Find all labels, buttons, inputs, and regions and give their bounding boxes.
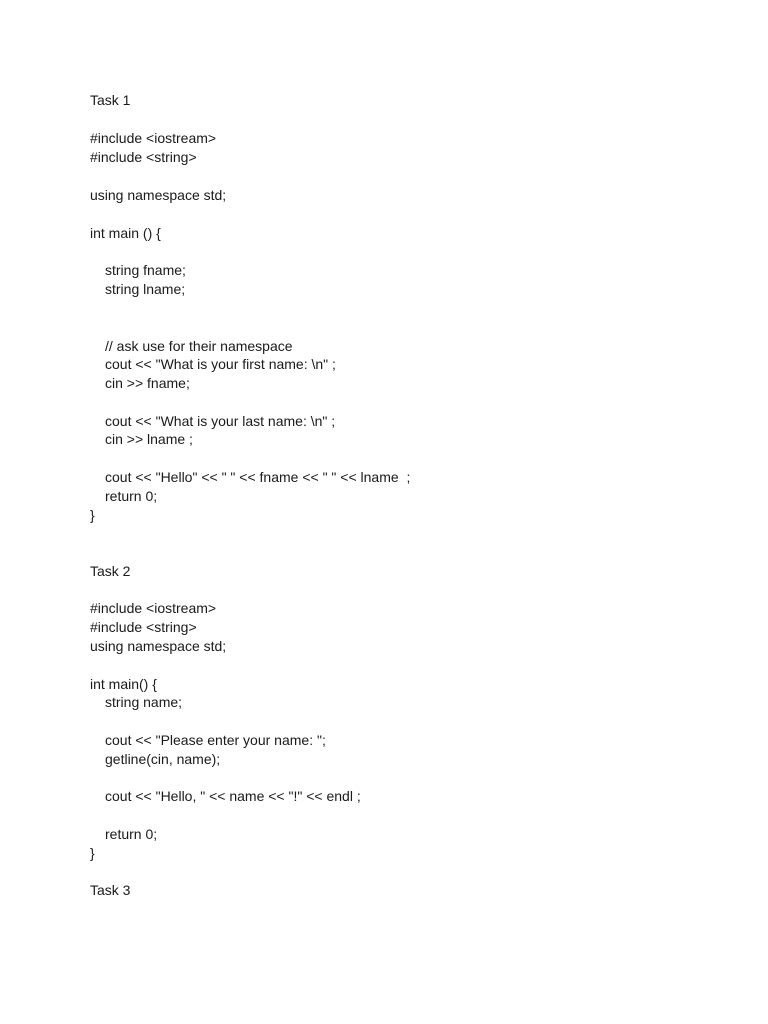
task1-heading: Task 1	[90, 92, 131, 108]
code-line: cout << "What is your last name: \n" ;	[105, 413, 336, 429]
code-line: }	[90, 845, 95, 861]
code-comment: // ask use for their namespace	[105, 338, 293, 354]
code-line: return 0;	[105, 488, 158, 504]
code-line: getline(cin, name);	[105, 751, 221, 767]
code-line: cout << "Please enter your name: ";	[105, 732, 326, 748]
code-line: string lname;	[105, 281, 186, 297]
code-line: cin >> fname;	[105, 375, 190, 391]
code-line: int main () {	[90, 225, 161, 241]
code-line: cout << "What is your first name: \n" ;	[105, 356, 336, 372]
code-line: cout << "Hello" << " " << fname << " " << lname ;	[105, 469, 411, 485]
code-line: #include <string>	[90, 619, 197, 635]
code-line: cout << "Hello, " << name << "!" << endl ;	[105, 788, 361, 804]
task3-heading: Task 3	[90, 882, 131, 898]
code-line: int main() {	[90, 676, 157, 692]
code-line: cin >> lname ;	[105, 431, 193, 447]
code-line: string name;	[105, 694, 183, 710]
code-line: #include <iostream>	[90, 130, 217, 146]
code-line: using namespace std;	[90, 187, 227, 203]
code-line: #include <string>	[90, 149, 197, 165]
code-line: using namespace std;	[90, 638, 227, 654]
task2-heading: Task 2	[90, 563, 131, 579]
code-line: string fname;	[105, 262, 186, 278]
code-line: }	[90, 507, 95, 523]
code-line: #include <iostream>	[90, 600, 217, 616]
code-line: return 0;	[105, 826, 158, 842]
